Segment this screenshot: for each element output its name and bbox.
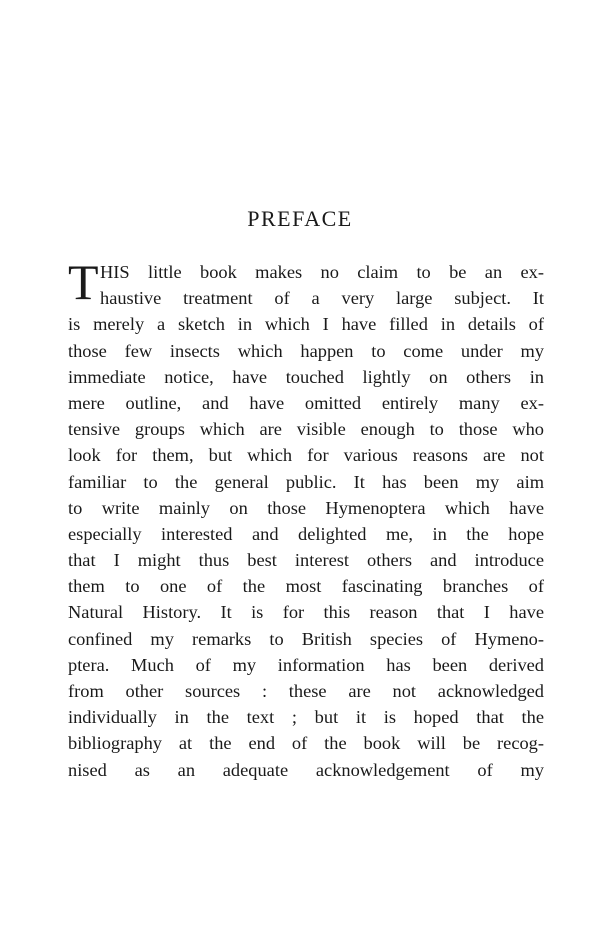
page-title: PREFACE (247, 206, 353, 231)
text-line: that I might thus best interest others and introduce (68, 550, 544, 571)
text-line: from other sources : these are not acknowledged (68, 681, 544, 701)
drop-cap-letter: T (68, 254, 99, 310)
text-line: them to one of the most fascinating branches of (68, 576, 544, 597)
text-line: Natural History. It is for this reason that I have (68, 602, 544, 623)
text-line: to write mainly on those Hymenoptera which have (68, 497, 544, 518)
text-line: bibliography at the end of the book will be recog- (68, 733, 544, 754)
text-line: familiar to the general public. It has been my aim (68, 471, 544, 492)
text-line: HIS little book makes no claim to be an ex- (100, 262, 544, 282)
text-line: tensive groups which are visible enough to those who (68, 419, 544, 440)
text-line: look for them, but which for various reasons are not (68, 445, 544, 466)
text-line: is merely a sketch in which I have filled in details of (68, 314, 544, 335)
text-line: those few insects which happen to come under my (68, 340, 544, 361)
text-line: mere outline, and have omitted entirely many ex- (68, 392, 544, 413)
text-line: ptera. Much of my information has been derived (68, 654, 544, 675)
preface-body (68, 254, 544, 783)
text-line: immediate notice, have touched lightly on others in (68, 366, 544, 387)
text-line: haustive treatment of a very large subject. It (100, 288, 544, 309)
text-line: nised as an adequate acknowledgement of my (68, 759, 544, 780)
text-line: especially interested and delighted me, in the hope (68, 523, 544, 544)
text-line: individually in the text ; but it is hoped that the (68, 707, 544, 728)
text-line: confined my remarks to British species of Hymeno- (68, 628, 544, 649)
